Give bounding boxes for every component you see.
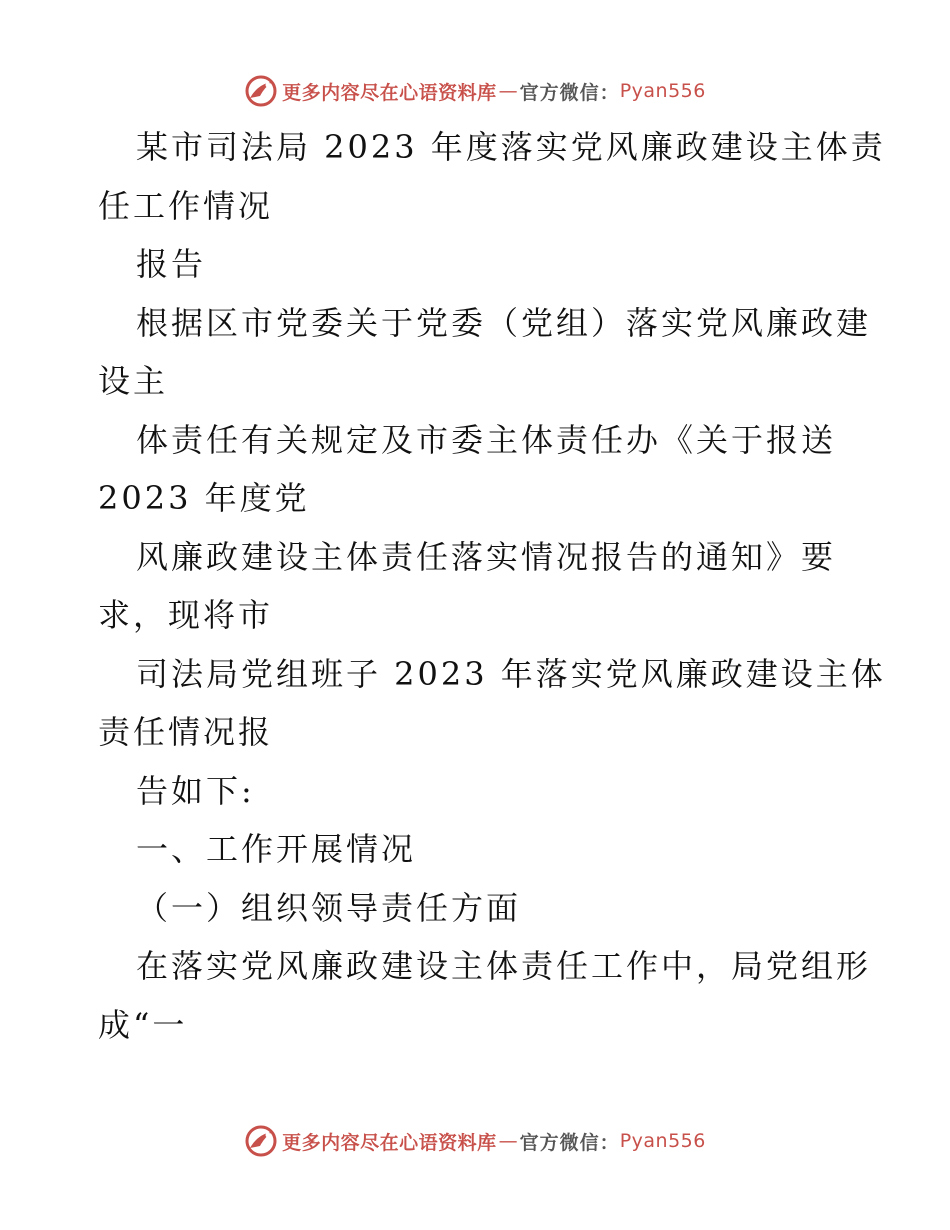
pen-logo-icon	[244, 74, 278, 108]
header-banner	[0, 71, 950, 111]
paragraph-line: 责任情况报	[98, 713, 274, 751]
banner-dash: —	[498, 1130, 518, 1152]
paragraph-line: 求，现将市	[98, 596, 274, 634]
paragraph-line: 成“一	[98, 1005, 188, 1044]
paragraph-line: 告如下:	[136, 771, 255, 810]
doc-title-line-3: 报告	[136, 245, 207, 283]
paragraph-line: 在落实党风廉政建设主体责任工作中，局党组形	[136, 947, 872, 985]
banner-text: 更多内容尽在心语资料库	[282, 1131, 497, 1154]
document-body	[98, 118, 886, 1054]
paragraph-line: 司法局党组班子 2023 年落实党风廉政建设主体	[136, 654, 886, 693]
doc-title-line-1: 某市司法局 2023 年度落实党风廉政建设主体责	[136, 128, 886, 166]
pen-logo-icon	[244, 1124, 278, 1158]
paragraph-line: 根据区市党委关于党委（党组）落实党风廉政建	[136, 303, 872, 342]
banner-official-label: 官方微信：	[519, 81, 620, 104]
paragraph-line: 体责任有关规定及市委主体责任办《关于报送	[136, 420, 837, 459]
subsection-heading: （一）组织领导责任方面	[136, 888, 522, 927]
banner-dash: —	[498, 80, 518, 102]
footer-banner	[0, 1121, 950, 1161]
paragraph-line: 设主	[98, 362, 169, 400]
section-heading: 一、工作开展情况	[136, 830, 417, 868]
doc-title-line-2: 任工作情况	[98, 186, 274, 225]
banner-text: 更多内容尽在心语资料库	[282, 81, 497, 104]
banner-official-label: 官方微信：	[519, 1131, 620, 1154]
banner-wechat-id: Pyan556	[619, 80, 706, 102]
paragraph-line: 风廉政建设主体责任落实情况报告的通知》要	[136, 537, 837, 576]
paragraph-line: 2023 年度党	[98, 479, 310, 517]
banner-wechat-id: Pyan556	[619, 1130, 706, 1152]
